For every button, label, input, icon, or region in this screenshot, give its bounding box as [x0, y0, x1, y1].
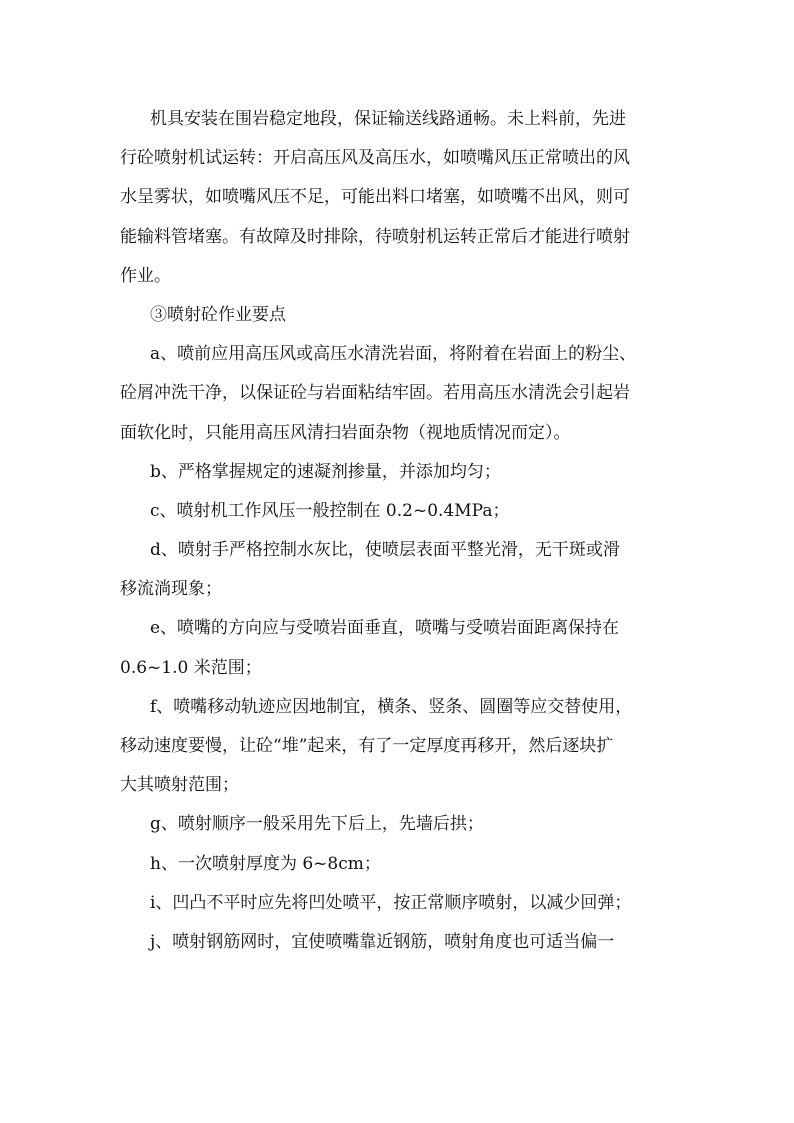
list-item-g: g、喷射顺序一般采用先下后上，先墙后拱； [150, 814, 484, 835]
list-item-f: f、喷嘴移动轨迹应因地制宜，横条、竖条、圆圈等应交替使用， [150, 696, 633, 717]
paragraph-line: 行砼喷射机试运转：开启高压风及高压水，如喷嘴风压正常喷出的风 [120, 148, 630, 169]
paragraph-line: 机具安装在围岩稳定地段，保证输送线路通畅。未上料前，先进 [150, 109, 626, 129]
list-item-a-continuation: 面软化时，只能用高压风清扫岩面杂物（视地质情况而定）。 [120, 422, 571, 443]
list-item-j: j、喷射钢筋网时，宜使喷嘴靠近钢筋，喷射角度也可适当偏一 [150, 931, 615, 952]
list-item-d-continuation: 移流淌现象； [120, 579, 222, 600]
list-item-d: d、喷射手严格控制水灰比，使喷层表面平整光滑，无干斑或滑 [150, 540, 620, 561]
list-item-a-continuation: 砼屑冲洗干净，以保证砼与岩面粘结牢固。若用高压水清洗会引起岩 [120, 383, 630, 404]
list-item-b: b、严格掌握规定的速凝剂掺量，并添加均匀； [150, 461, 501, 482]
list-item-f-continuation: 移动速度要慢，让砼“堆”起来，有了一定厚度再移开，然后逐块扩 [120, 736, 614, 756]
paragraph-line: 作业。 [120, 265, 171, 286]
list-item-i: i、凹凸不平时应先将凹处喷平，按正常顺序喷射，以减少回弹； [150, 892, 632, 913]
list-item-c: c、喷射机工作风压一般控制在 0.2~0.4MPa； [150, 500, 510, 521]
list-item-f-continuation: 大其喷射范围； [120, 775, 239, 796]
document-body [120, 100, 680, 962]
list-item-a: a、喷前应用高压风或高压水清洗岩面，将附着在岩面上的粉尘、 [150, 344, 637, 365]
section-heading: ③喷射砼作业要点 [150, 304, 286, 325]
list-item-e: e、喷嘴的方向应与受喷岩面垂直，喷嘴与受喷岩面距离保持在 [150, 618, 620, 639]
list-item-h: h、一次喷射厚度为 6~8cm； [150, 853, 381, 874]
paragraph-line: 水呈雾状，如喷嘴风压不足，可能出料口堵塞，如喷嘴不出风，则可 [120, 187, 630, 208]
paragraph-line: 能输料管堵塞。有故障及时排除，待喷射机运转正常后才能进行喷射 [120, 226, 630, 247]
list-item-e-continuation: 0.6~1.0 米范围； [120, 657, 262, 678]
